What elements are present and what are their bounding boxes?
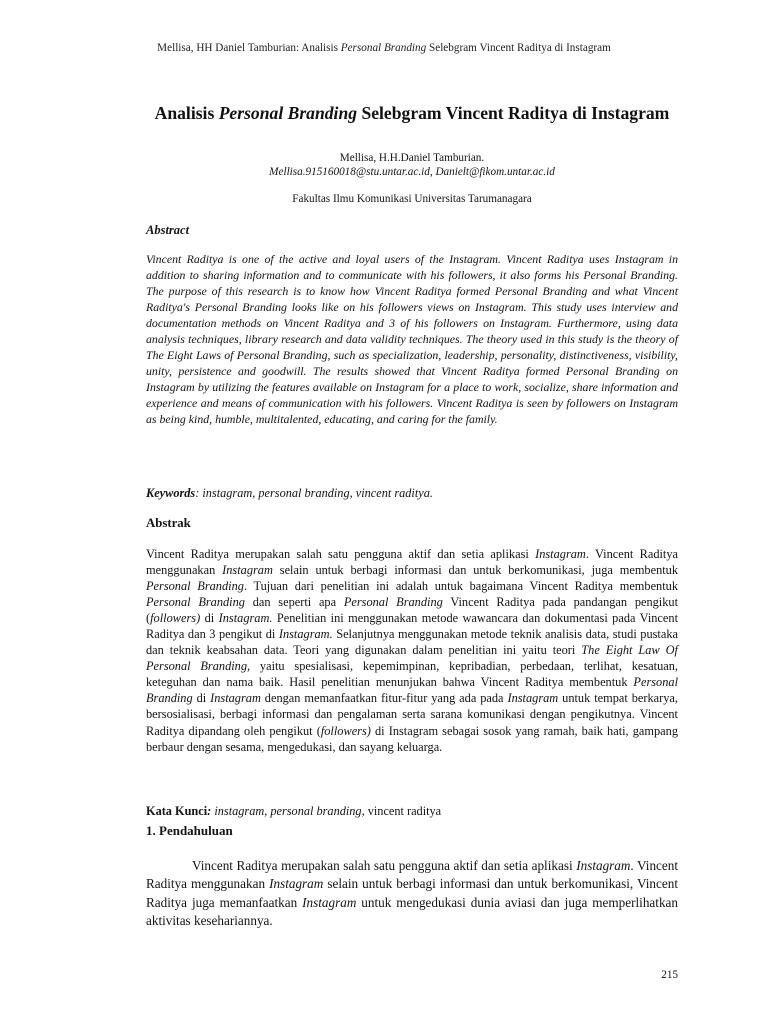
italic-term: followers) (150, 611, 201, 626)
text-run: yaitu spesialisasi, kepemimpinan, kepribadian, perbedaan, terlihat, kesatuan, keteguhan dan nama baik. Hasil penelitian menunjukan bahwa Vincent Raditya membentuk (146, 659, 678, 690)
section-heading: 1. Pendahuluan (146, 823, 233, 838)
text-run: Vincent Raditya pada pandangan pengikut ( (146, 595, 679, 626)
italic-term: Instagram (269, 876, 324, 892)
intro-paragraph (146, 857, 678, 931)
kata-kunci-terms (211, 804, 441, 818)
italic-term: Personal Branding (146, 579, 244, 594)
abstract-english: Vincent Raditya is one of the active and loyal users of the Instagram. Vincent Raditya uses Instagram in addition to sharing information and to communicate with his followers, it also forms his Personal Branding. The purpose of this research is to know how Vincent Raditya formed Personal Branding and what Vincent Raditya's Personal Branding looks like on his followers views on Instagram. This study uses interview and documentation methods on Vincent Raditya and 3 of his followers on Instagram. Furthermore, using data analysis techniques, library research and data validity techniques. The theory used in this study is the theory of The Eight Laws of Personal Branding, such as specialization, leadership, personality, distinctiveness, visibility, unity, persistence and goodwill. The results showed that Vincent Raditya formed Personal Branding on Instagram by utilizing the features available on Instagram for a place to work, socialize, share information and experience and means of communication with his followers. Vincent Raditya is seen by followers on Instagram as being kind, humble, multitalented, educating, and caring for the family. (146, 252, 678, 426)
text-run: Selanjutnya menggunakan metode teknik analisis data, studi pustaka dan teknik keabsahan data. Teori yang digunakan dalam penelitian ini yaitu teori (146, 627, 678, 658)
abstract-heading: Abstract (146, 223, 190, 237)
italic-term: Instagram (222, 563, 273, 578)
italic-term: Instagram (210, 691, 261, 706)
text-run: . Vincent Raditya menggunakan (146, 858, 678, 892)
text-run: Penelitian ini menggunakan metode wawancara dan dokumentasi pada Vincent Raditya dan 3 pengikut di (146, 611, 678, 642)
italic-term: followers) (320, 723, 371, 738)
italic-term: Instagram (576, 858, 631, 873)
text-run: di Instagram sebagai sosok yang ramah, baik hati, gampang berbaur dengan sesama, mengedukasi, dan sayang keluarga. (146, 723, 679, 754)
italic-term: Personal Branding (343, 595, 443, 610)
text-run: Vincent Raditya merupakan salah satu pengguna aktif dan setia aplikasi (192, 858, 577, 873)
kata-kunci-line: Kata Kunci: instagram, personal branding, vincent raditya (146, 804, 442, 818)
text-run: dan seperti apa (244, 595, 344, 610)
author-emails: Mellisa.915160018@stu.untar.ac.id, Danielt@fikom.untar.ac.id (269, 166, 555, 178)
italic-term: Personal Branding (146, 675, 678, 706)
paper-title: Analisis Personal Branding Selebgram Vincent Raditya di Instagram (154, 103, 670, 123)
text-run: , (264, 804, 271, 818)
text-run: Vincent Raditya merupakan salah satu pengguna aktif dan setia aplikasi (146, 547, 536, 561)
italic-term: Personal Branding (146, 595, 245, 610)
author-affiliation: Fakultas Ilmu Komunikasi Universitas Tarumanagara (292, 193, 532, 205)
text-run: vincent raditya (364, 804, 442, 818)
italic-term: personal branding, (270, 804, 365, 818)
author-names: Mellisa, H.H.Daniel Tamburian. (339, 152, 485, 164)
page-number: 215 (661, 969, 678, 981)
abstrak-indonesian (146, 546, 678, 755)
text-run: selain untuk berbagi informasi dan untuk berkomunikasi, Vincent Raditya juga memanfaatkan (146, 876, 678, 910)
italic-term: Instagram. (278, 627, 333, 642)
italic-term: The Eight Law Of Personal Branding, (146, 643, 678, 674)
text-run: . Vincent Raditya menggunakan (146, 547, 678, 578)
text-run: di (200, 611, 219, 626)
italic-term: instagram (211, 804, 265, 818)
running-head: Mellisa, HH Daniel Tamburian: Analisis Personal Branding Selebgram Vincent Raditya di Instagram (157, 42, 611, 54)
italic-term: Instagram (302, 894, 357, 910)
italic-term: Instagram (535, 547, 586, 561)
kata-kunci-label: Kata Kunci (146, 804, 208, 818)
keywords-line (146, 486, 678, 501)
keywords-text: : instagram, personal branding, vincent raditya. (195, 486, 433, 500)
keywords-label: Keywords (146, 486, 196, 500)
text-run: untuk tempat berkarya, bersosialisasi, berbagi informasi dan pengalaman serta sarana komunikasi dengan pengikutnya. Vincent Raditya dipandang oleh pengikut ( (146, 691, 678, 738)
text-run: . Tujuan dari penelitian ini adalah untuk bagaimana Vincent Raditya membentuk (243, 579, 678, 594)
text-run: untuk mengedukasi dunia aviasi dan juga memperlihatkan aktivitas kesehariannya. (146, 894, 678, 929)
text-run: selain untuk berbagi informasi dan untuk berkomunikasi, juga membentuk (272, 563, 679, 578)
text-run: dengan memanfaatkan fitur-fitur yang ada pada (260, 691, 508, 706)
italic-term: Instagram (507, 691, 559, 706)
text-run: di (192, 691, 211, 706)
italic-term: Instagram. (218, 611, 273, 626)
abstrak-heading: Abstrak (146, 516, 191, 530)
